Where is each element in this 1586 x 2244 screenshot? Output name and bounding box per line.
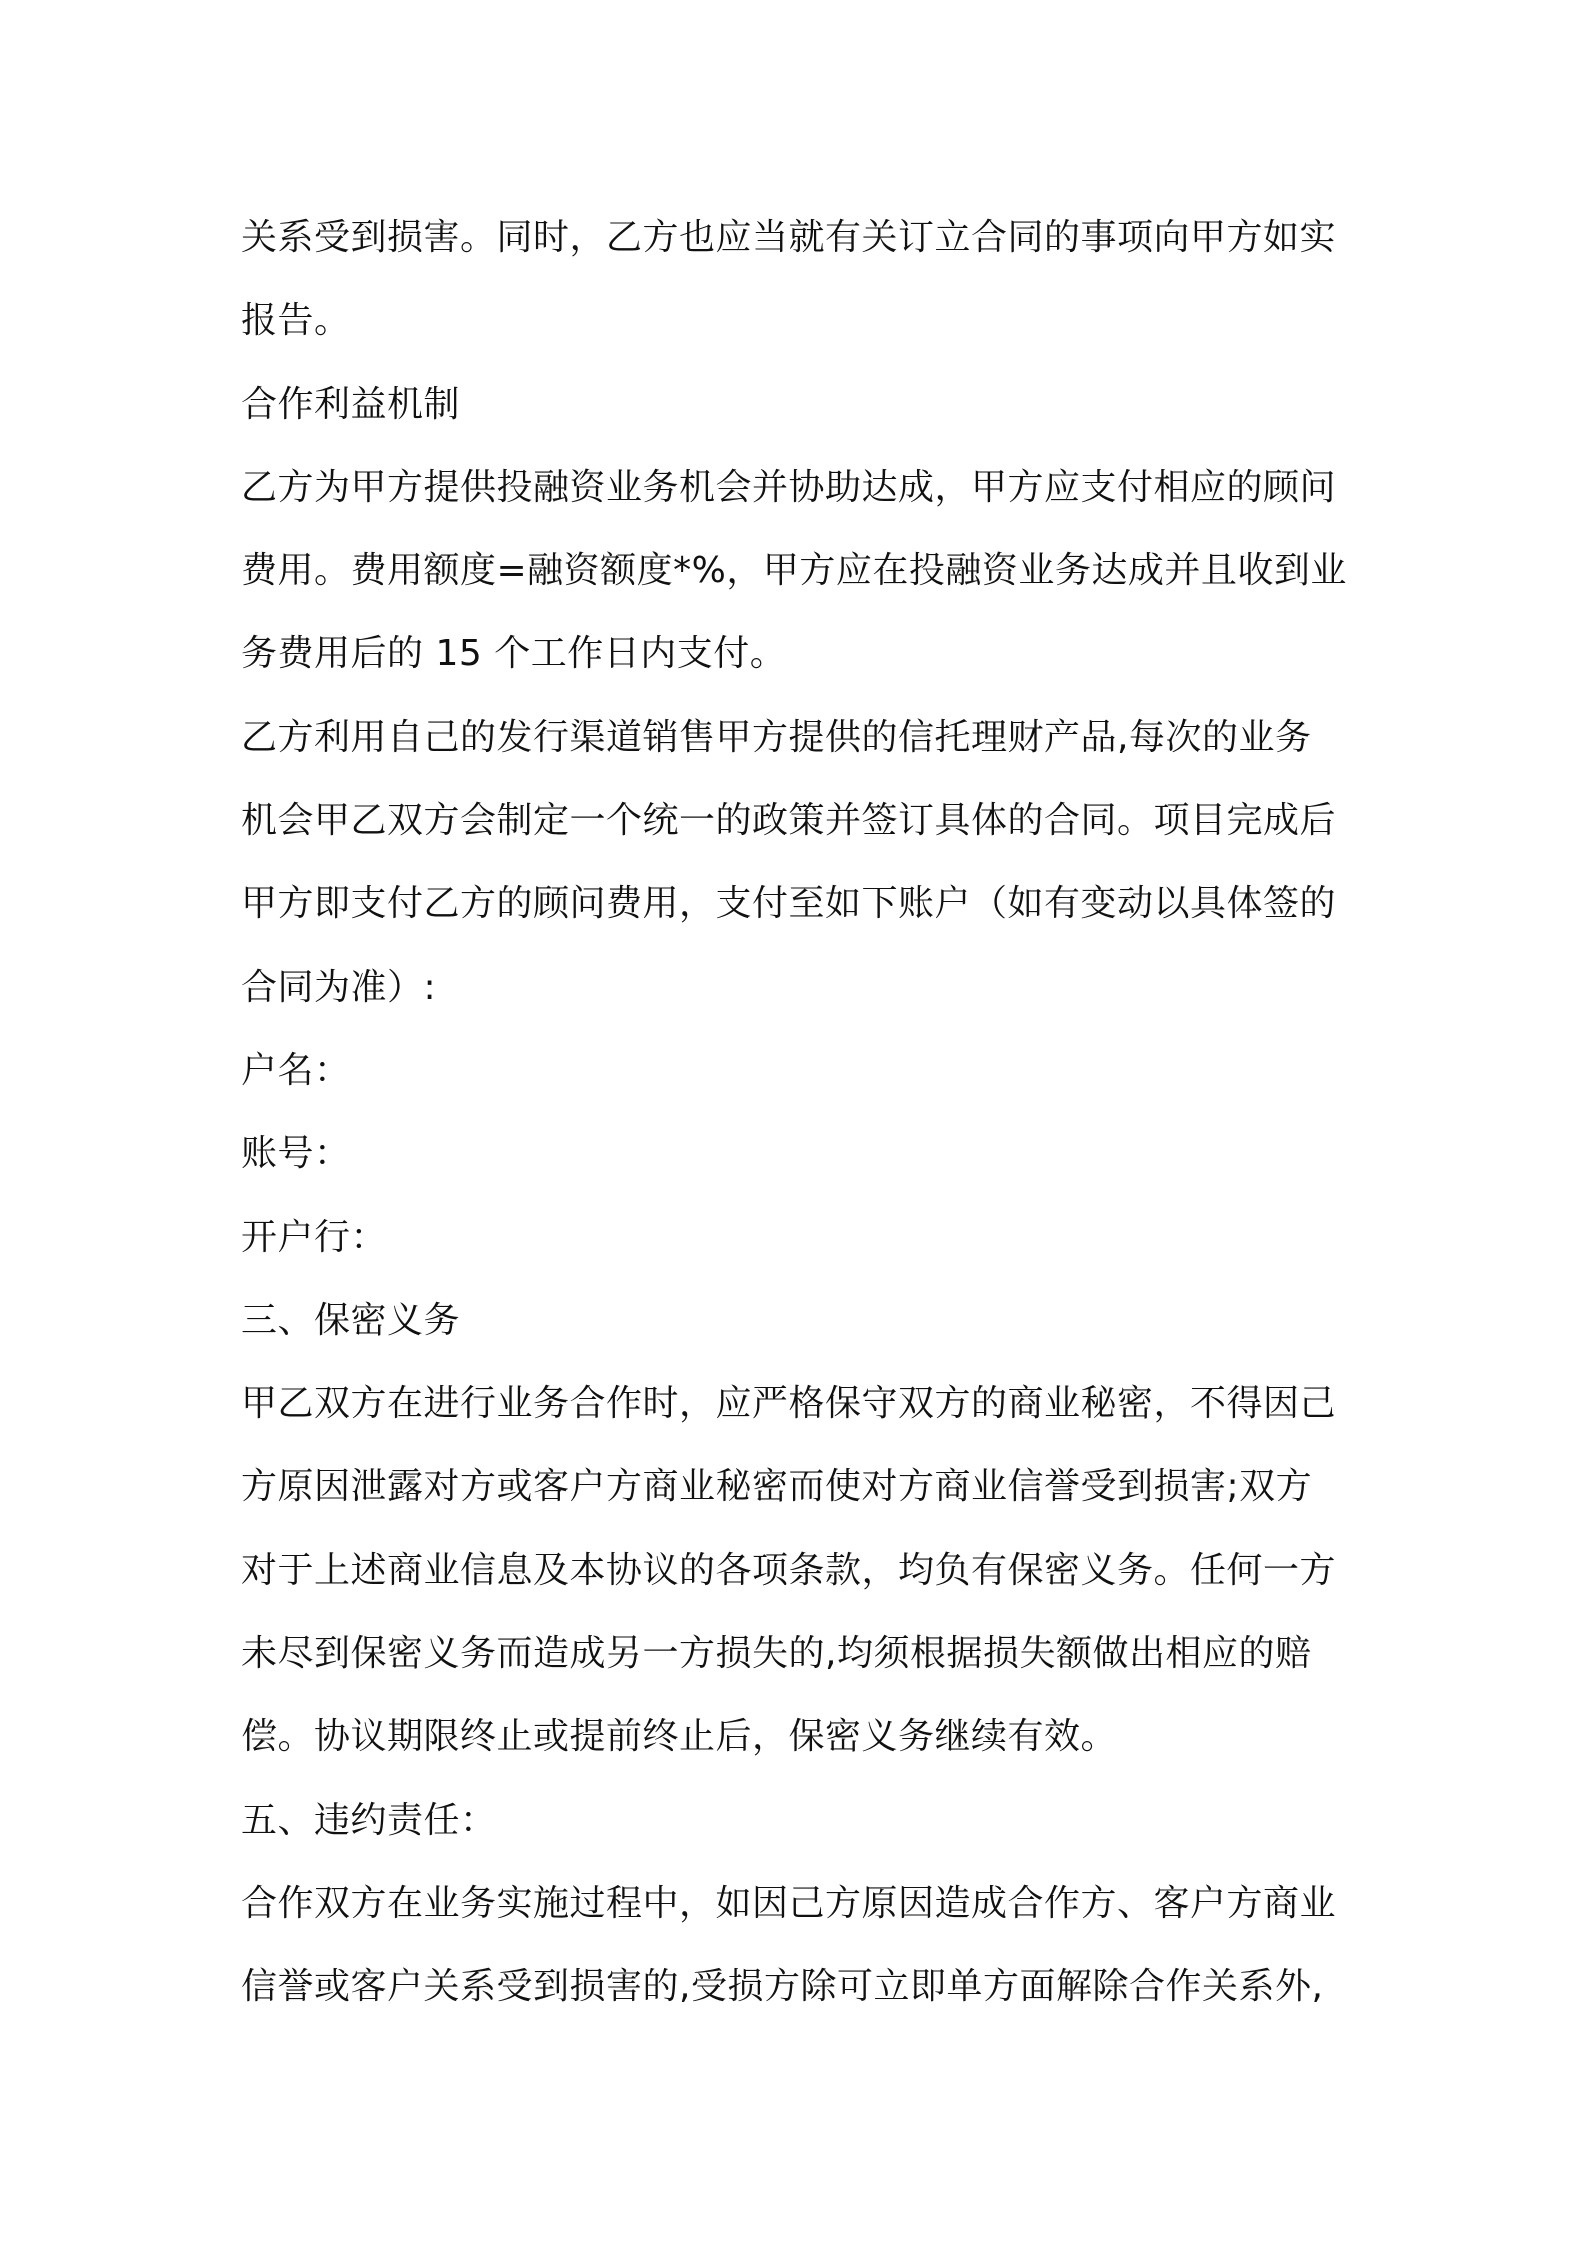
text-line: 方原因泄露对方或客户方商业秘密而使对方商业信誉受到损害;双方 xyxy=(241,1466,1313,1508)
account-name-label: 户名： xyxy=(241,1049,351,1091)
text-line: 费用。费用额度=融资额度*%，甲方应在投融资业务达成并且收到业 xyxy=(241,550,1347,592)
text-line: 务费用后的 15 个工作日内支付。 xyxy=(241,633,787,675)
section-heading: 三、保密义务 xyxy=(241,1299,461,1341)
document-body xyxy=(241,196,1361,2029)
text-line: 偿。协议期限终止或提前终止后，保密义务继续有效。 xyxy=(241,1716,1118,1758)
text-line: 对于上述商业信息及本协议的各项条款，均负有保密义务。任何一方 xyxy=(241,1549,1337,1591)
section-heading: 合作利益机制 xyxy=(241,383,461,425)
text-line: 乙方为甲方提供投融资业务机会并协助达成，甲方应支付相应的顾问 xyxy=(241,466,1337,508)
text-line: 未尽到保密义务而造成另一方损失的,均须根据损失额做出相应的赔 xyxy=(241,1633,1312,1675)
text-line: 信誉或客户关系受到损害的,受损方除可立即单方面解除合作关系外, xyxy=(241,1966,1324,2008)
account-number-label: 账号： xyxy=(241,1133,351,1175)
text-line: 报告。 xyxy=(241,300,351,342)
section-heading: 五、违约责任： xyxy=(241,1799,497,1841)
bank-label: 开户行： xyxy=(241,1216,388,1258)
text-line: 机会甲乙双方会制定一个统一的政策并签订具体的合同。项目完成后 xyxy=(241,800,1337,842)
text-line: 甲方即支付乙方的顾问费用，支付至如下账户（如有变动以具体签的 xyxy=(241,883,1337,925)
text-line: 合作双方在业务实施过程中，如因己方原因造成合作方、客户方商业 xyxy=(241,1882,1337,1924)
text-line: 乙方利用自己的发行渠道销售甲方提供的信托理财产品,每次的业务 xyxy=(241,716,1312,758)
text-line: 关系受到损害。同时，乙方也应当就有关订立合同的事项向甲方如实 xyxy=(241,217,1337,258)
text-line: 合同为准）: xyxy=(241,966,437,1008)
text-line: 甲乙双方在进行业务合作时，应严格保守双方的商业秘密，不得因己 xyxy=(241,1383,1337,1425)
